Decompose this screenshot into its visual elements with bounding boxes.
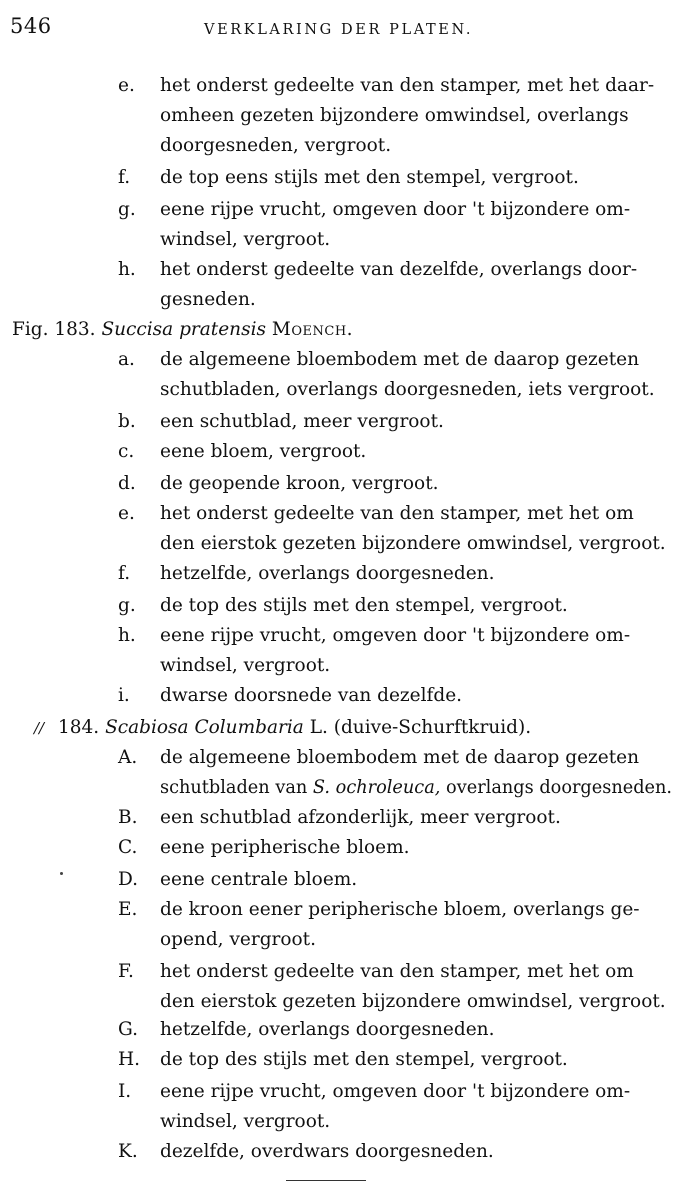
item-label: f. xyxy=(118,563,131,584)
item-text-mixed xyxy=(160,776,672,800)
item-text: den eierstok gezeten bijzondere omwindsel, vergroot. xyxy=(160,991,666,1012)
item-label: F. xyxy=(118,961,134,982)
item-text: eene rijpe vrucht, omgeven door 't bijzondere om- xyxy=(160,1081,631,1102)
species-name: Succisa pratensis xyxy=(101,319,267,340)
item-text: windsel, vergroot. xyxy=(160,655,331,676)
item-text: windsel, vergroot. xyxy=(160,229,331,250)
item-text: den eierstok gezeten bijzondere omwindsel, vergroot. xyxy=(160,533,666,554)
item-label: D. xyxy=(118,869,139,890)
species-author-common: L. (duive-Schurftkruid). xyxy=(309,717,532,738)
page-number: 546 xyxy=(10,14,52,38)
item-label: B. xyxy=(118,807,138,828)
item-label: h. xyxy=(118,625,136,646)
item-text: eene rijpe vrucht, omgeven door 't bijzondere om- xyxy=(160,625,631,646)
item-label: H. xyxy=(118,1049,141,1070)
item-text: de geopende kroon, vergroot. xyxy=(160,473,439,494)
item-text: eene centrale bloem. xyxy=(160,869,358,890)
item-label: f. xyxy=(118,167,131,188)
item-text: een schutblad, meer vergroot. xyxy=(160,411,444,432)
item-label: i. xyxy=(118,685,130,706)
ditto-mark: // xyxy=(34,719,45,737)
species-reference: S. ochroleuca, xyxy=(312,777,441,798)
item-label: G. xyxy=(118,1019,138,1040)
item-text: de top des stijls met den stempel, vergroot. xyxy=(160,1049,568,1070)
item-text: hetzelfde, overlangs doorgesneden. xyxy=(160,1019,495,1040)
item-label: g. xyxy=(118,199,136,220)
item-label: h. xyxy=(118,259,136,280)
item-label: K. xyxy=(118,1141,138,1162)
item-text: het onderst gedeelte van den stamper, met het daar- xyxy=(160,75,655,96)
item-label: e. xyxy=(118,503,135,524)
item-text: de top des stijls met den stempel, vergroot. xyxy=(160,595,568,616)
item-text: de algemeene bloembodem met de daarop gezeten xyxy=(160,349,640,370)
item-label: d. xyxy=(118,473,136,494)
item-label: b. xyxy=(118,411,136,432)
figure-number: Fig. 183. xyxy=(12,319,96,340)
item-text: eene rijpe vrucht, omgeven door 't bijzondere om- xyxy=(160,199,631,220)
item-text: opend, vergroot. xyxy=(160,929,316,950)
item-text: het onderst gedeelte van den stamper, met het om xyxy=(160,961,634,982)
item-text: gesneden. xyxy=(160,289,256,310)
item-text: de kroon eener peripherische bloem, overlangs ge- xyxy=(160,899,640,920)
item-text: dwarse doorsnede van dezelfde. xyxy=(160,685,463,706)
item-label: c. xyxy=(118,441,135,462)
item-text: hetzelfde, overlangs doorgesneden. xyxy=(160,563,495,584)
item-label: E. xyxy=(118,899,138,920)
item-text: dezelfde, overdwars doorgesneden. xyxy=(160,1141,494,1162)
figure-number: 184. xyxy=(58,717,100,738)
item-text: eene bloem, vergroot. xyxy=(160,441,367,462)
item-label: g. xyxy=(118,595,136,616)
item-text: de top eens stijls met den stempel, vergroot. xyxy=(160,167,579,188)
print-speck xyxy=(60,872,63,875)
species-author: Moench. xyxy=(271,319,354,340)
item-text: het onderst gedeelte van den stamper, met het om xyxy=(160,503,634,524)
item-label: e. xyxy=(118,75,135,96)
figure-heading-184 xyxy=(34,716,531,740)
item-text: het onderst gedeelte van dezelfde, overlangs door- xyxy=(160,259,638,280)
item-text: eene peripherische bloem. xyxy=(160,837,410,858)
item-text: doorgesneden, vergroot. xyxy=(160,135,392,156)
item-text: een schutblad afzonderlijk, meer vergroot. xyxy=(160,807,561,828)
species-name: Scabiosa Columbaria xyxy=(105,717,304,738)
item-label: A. xyxy=(118,747,138,768)
text-run: overlangs doorgesneden. xyxy=(446,777,673,798)
item-label: C. xyxy=(118,837,138,858)
text-run: schutbladen van xyxy=(160,777,308,798)
item-text: schutbladen, overlangs doorgesneden, iets vergroot. xyxy=(160,379,655,400)
item-label: I. xyxy=(118,1081,132,1102)
item-label: a. xyxy=(118,349,135,370)
item-text: de algemeene bloembodem met de daarop gezeten xyxy=(160,747,640,768)
closing-rule xyxy=(286,1180,366,1181)
item-text: omheen gezeten bijzondere omwindsel, overlangs xyxy=(160,105,629,126)
figure-heading-183 xyxy=(12,318,353,342)
running-head: VERKLARING DER PLATEN. xyxy=(204,22,474,38)
item-text: windsel, vergroot. xyxy=(160,1111,331,1132)
